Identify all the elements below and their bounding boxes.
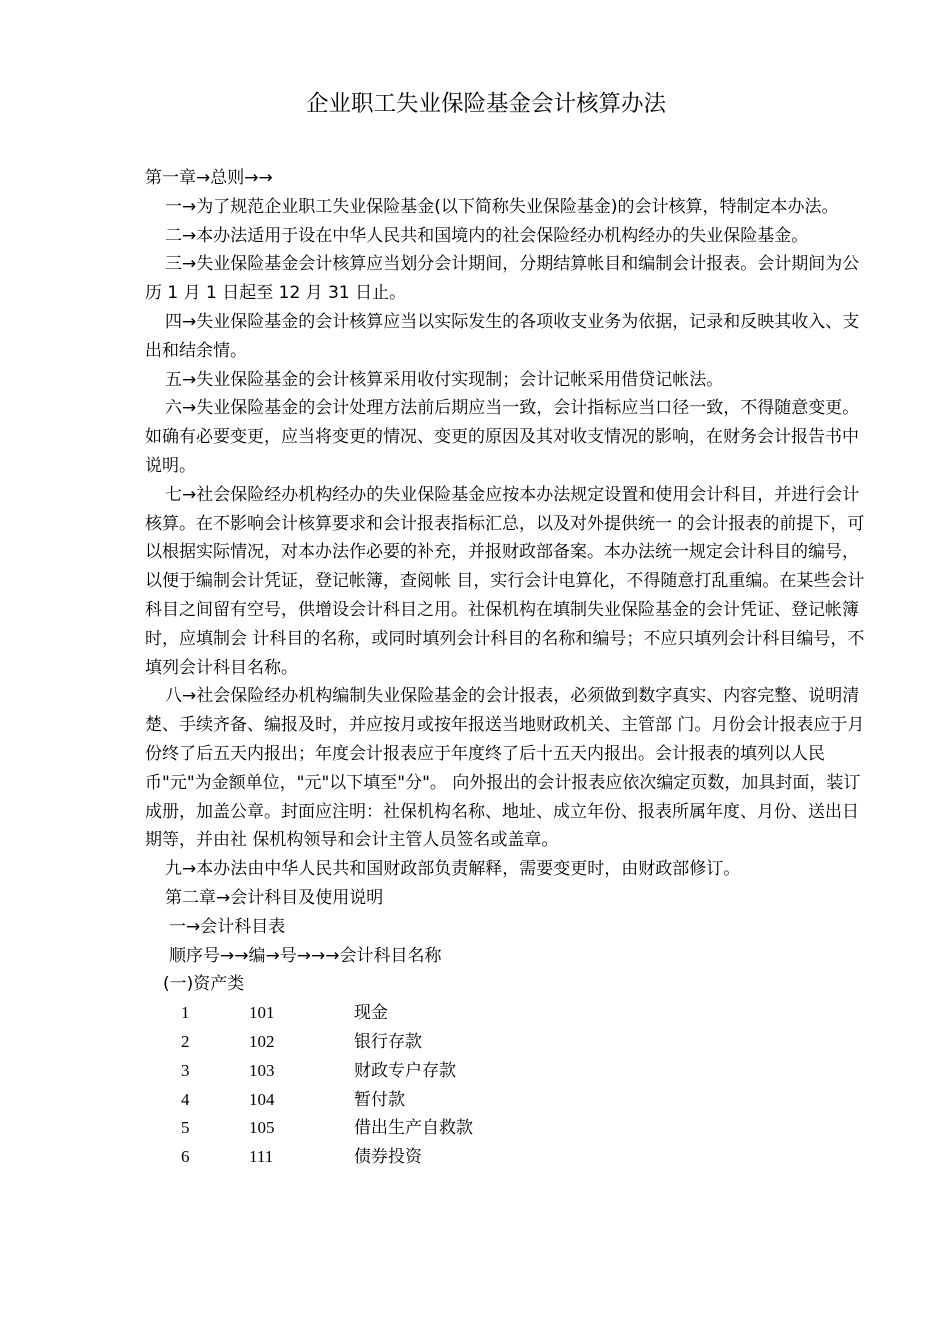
row-seq: 5: [181, 1118, 190, 1138]
article-2: 二→本办法适用于设在中华人民共和国境内的社会保险经办机构经办的失业保险基金。: [165, 225, 809, 246]
row-name: 银行存款: [354, 1031, 422, 1052]
row-seq: 3: [181, 1060, 190, 1080]
row-name: 财政专户存款: [354, 1060, 456, 1081]
article-9: 九→本办法由中华人民共和国财政部负责解释，需要变更时，由财政部修订。: [165, 859, 741, 880]
table-header: 顺序号→→编→号→→→会计科目名称: [169, 945, 442, 966]
account-list: [145, 999, 875, 1172]
row-name: 现金: [354, 1003, 388, 1024]
document-title: 企业职工失业保险基金会计核算办法: [306, 91, 667, 117]
article-6: 六→失业保险基金的会计处理方法前后期应当一致，会计指标应当口径一致，不得随意变更。如确有必要变更，应当将变更的情况、变更的原因及其对收支情况的影响，在财务会计报告书中说明。: [145, 398, 860, 476]
table-row: [145, 1143, 875, 1172]
row-code: 105: [249, 1118, 275, 1138]
row-name: 暂付款: [354, 1089, 405, 1110]
section-account-table: 一→会计科目表: [169, 916, 286, 937]
row-code: 104: [249, 1089, 275, 1109]
article-8: 八→社会保险经办机构编制失业保险基金的会计报表，必须做到数字真实、内容完整、说明清楚、手续齐备、编报及时，并应按月或按年报送当地财政机关、主管部 门。月份会计报表应于月份终了后五天内报出；年度会计报表应于年度终了后十五天内报出。会计报表的填列以人民币"元"为金额单位，"元"以下填至"分"。 向外报出的会计报表应依次编定页数，加具封面，装订成册，加盖公章。封面应注明：社保机构名称、地址、成立年份、报表所属年度、月份、送出日期等，并由社 保机构领导和会计主管人员签名或盖章。: [145, 686, 865, 851]
row-seq: 6: [181, 1147, 190, 1167]
document-body: [145, 164, 875, 1172]
row-name: 债券投资: [354, 1147, 422, 1168]
category-assets: (一)资产类: [163, 974, 245, 995]
row-code: 111: [249, 1147, 274, 1167]
article-1: 一→为了规范企业职工失业保险基金(以下简称失业保险基金)的会计核算，特制定本办法。: [165, 196, 839, 217]
table-row: [145, 1057, 875, 1086]
article-4: 四→失业保险基金的会计核算应当以实际发生的各项收支业务为依据，记录和反映其收入、支出和结余情。: [145, 311, 860, 361]
row-seq: 2: [181, 1031, 190, 1051]
row-code: 103: [249, 1060, 275, 1080]
article-7: 七→社会保险经办机构经办的失业保险基金应按本办法规定设置和使用会计科目，并进行会计核算。在不影响会计核算要求和会计报表指标汇总，以及对外提供统一 的会计报表的前提下，可以根据实际情况，对本办法作必要的补充，并报财政部备案。本办法统一规定会计科目的编号，以便于编制会计凭证，登记帐簿，查阅帐 目，实行会计电算化，不得随意打乱重编。在某些会计科目之间留有空号，供增设会计科目之用。社保机构在填制失业保险基金的会计凭证、登记帐簿时，应填制会 计科目的名称，或同时填列会计科目的名称和编号；不应只填列会计科目编号，不填列会计科目名称。: [145, 484, 865, 678]
article-3: 三→失业保险基金会计核算应当划分会计期间，分期结算帐目和编制会计报表。会计期间为公历 1 月 1 日起至 12 月 31 日止。: [145, 254, 860, 304]
row-name: 借出生产自救款: [354, 1118, 473, 1139]
table-row: [145, 1028, 875, 1057]
row-code: 101: [249, 1003, 275, 1023]
table-row: [145, 1086, 875, 1115]
table-row: [145, 1114, 875, 1143]
row-code: 102: [249, 1031, 275, 1051]
chapter-1-heading: 第一章→总则→→: [145, 168, 273, 188]
row-seq: 1: [181, 1003, 190, 1023]
article-5: 五→失业保险基金的会计核算采用收付实现制；会计记帐采用借贷记帐法。: [165, 369, 724, 390]
row-seq: 4: [181, 1089, 190, 1109]
table-row: [145, 999, 875, 1028]
chapter-2-heading: 第二章→会计科目及使用说明: [165, 887, 384, 908]
